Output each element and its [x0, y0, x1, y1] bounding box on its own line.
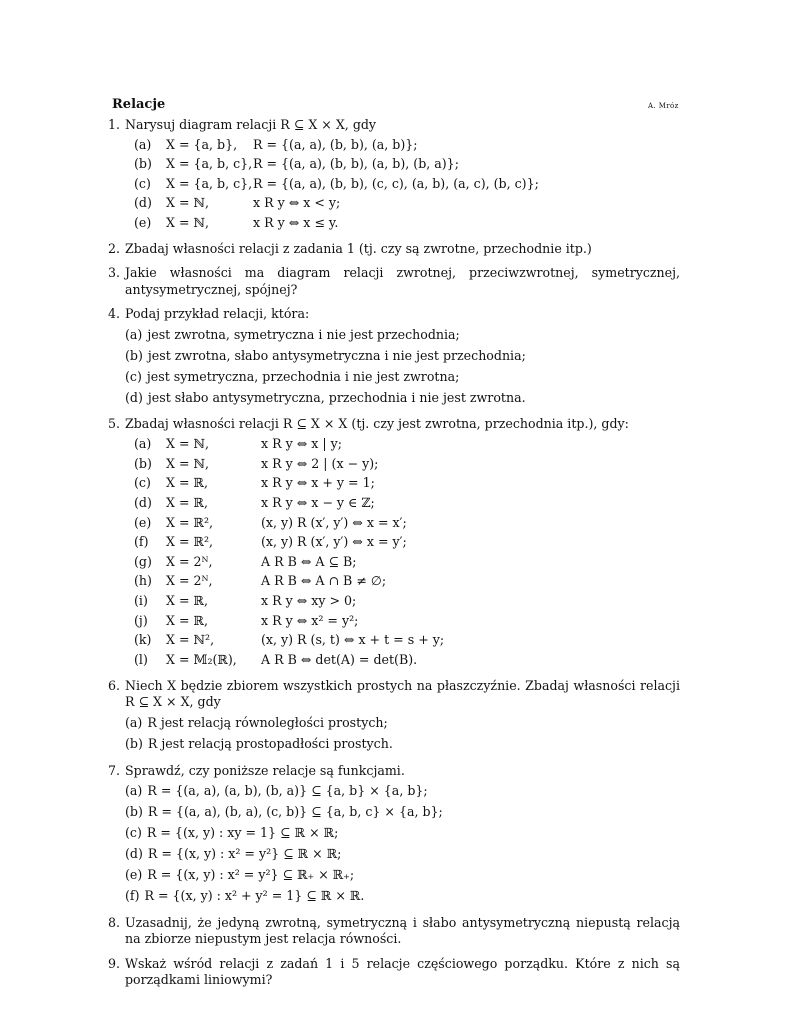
subitem-text: R jest relacją równoległości prostych;	[147, 714, 388, 730]
subitem-label: (c)	[125, 825, 142, 841]
subitem-relation: A R B ⇔ A ∩ B ≠ ∅;	[261, 573, 387, 589]
problem-3	[108, 265, 680, 298]
subitem-list	[125, 324, 680, 408]
subitem-text: R jest relacją prostopadłości prostych.	[147, 735, 393, 751]
problem-list	[108, 117, 680, 996]
subitem-set: X = {a, b, c},	[166, 156, 253, 172]
subitem-text: jest symetryczna, przechodnia i nie jest zwrotna;	[146, 368, 460, 384]
subitem-text: R = {(x, y) : xy = 1} ⊆ ℝ × ℝ;	[146, 825, 339, 841]
subitem-text: jest zwrotna, symetryczna i nie jest przechodnia;	[147, 326, 460, 342]
subitem-row	[125, 194, 680, 214]
subitem-row	[125, 474, 680, 494]
subitem-set: X = ℕ²,	[166, 632, 215, 648]
subitem-label: (e)	[134, 514, 152, 530]
subitem-row	[125, 213, 680, 233]
subitem-row	[125, 591, 680, 611]
problem-6	[108, 678, 680, 755]
problem-text: Sprawdź, czy poniższe relacje są funkcjami.	[125, 762, 405, 778]
subitem-label: (f)	[125, 888, 140, 904]
subitem-label: (a)	[134, 136, 152, 152]
problem-text: Wskaż wśród relacji z zadań 1 i 5 relacje częściowego porządku. Które z nich są porządkami liniowymi?	[125, 955, 680, 987]
subitem-text: R = {(x, y) : x² + y² = 1} ⊆ ℝ × ℝ.	[144, 888, 365, 904]
problem-text: Zbadaj własności relacji z zadania 1 (tj. czy są zwrotne, przechodnie itp.)	[125, 240, 592, 256]
subitem-list	[125, 781, 680, 907]
problem-7	[108, 763, 680, 907]
subitem-label: (j)	[134, 612, 148, 628]
subitem-text: R = {(x, y) : x² = y²} ⊆ ℝ × ℝ;	[147, 846, 342, 862]
subitem-row	[125, 886, 680, 907]
subitem-row	[125, 631, 680, 651]
subitem-label: (k)	[134, 632, 152, 648]
subitem-label: (c)	[134, 175, 151, 191]
subitem-set: X = ℕ,	[166, 455, 210, 471]
subitem-relation: x R y ⇔ x − y ∈ ℤ;	[261, 495, 375, 511]
subitem-list	[125, 435, 680, 670]
subitem-label: (l)	[134, 651, 148, 667]
subitem-label: (i)	[134, 593, 148, 609]
problem-1	[108, 117, 680, 233]
subitem-relation: x R y ⇔ x < y;	[253, 195, 341, 211]
subitem-set: X = 𝕄₂(ℝ),	[166, 651, 237, 667]
subitem-row	[125, 387, 680, 408]
subitem-relation: R = {(a, a), (b, b), (a, b), (b, a)};	[253, 156, 459, 172]
problem-text: Zbadaj własności relacji R ⊆ X × X (tj. czy jest zwrotna, przechodnia itp.), gdy:	[125, 416, 629, 432]
problem-2	[108, 241, 680, 257]
subitem-relation: (x, y) R (x′, y′) ⇔ x = y′;	[261, 534, 407, 550]
problem-number: 7.	[108, 762, 121, 778]
subitem-row	[125, 513, 680, 533]
subitem-label: (d)	[134, 195, 152, 211]
problem-number: 2.	[108, 240, 121, 256]
subitem-row	[125, 155, 680, 175]
subitem-label: (a)	[125, 714, 143, 730]
problem-4	[108, 306, 680, 408]
subitem-label: (h)	[134, 573, 152, 589]
subitem-set: X = {a, b},	[166, 136, 238, 152]
problem-number: 6.	[108, 677, 121, 693]
subitem-row	[125, 802, 680, 823]
subitem-relation: A R B ⇔ det(A) = det(B).	[261, 651, 418, 667]
subitem-row	[125, 734, 680, 755]
subitem-label: (g)	[134, 553, 152, 569]
subitem-relation: x R y ⇔ x² = y²;	[261, 612, 359, 628]
problem-5	[108, 416, 680, 669]
subitem-set: X = ℝ,	[166, 495, 208, 511]
document-title: Relacje	[112, 97, 166, 112]
subitem-set: X = {a, b, c},	[166, 175, 253, 191]
problem-text: Podaj przykład relacji, która:	[125, 305, 310, 321]
subitem-row	[125, 844, 680, 865]
subitem-label: (b)	[134, 455, 152, 471]
problem-number: 5.	[108, 416, 121, 432]
subitem-label: (e)	[134, 214, 152, 230]
subitem-label: (d)	[125, 846, 143, 862]
subitem-label: (c)	[125, 368, 142, 384]
subitem-set: X = ℝ,	[166, 593, 208, 609]
subitem-relation: x R y ⇔ x + y = 1;	[261, 475, 375, 491]
subitem-row	[125, 435, 680, 455]
subitem-list	[125, 135, 680, 233]
subitem-set: X = ℕ,	[166, 436, 210, 452]
subitem-set: X = ℝ,	[166, 475, 208, 491]
subitem-relation: A R B ⇔ A ⊆ B;	[261, 553, 357, 569]
subitem-set: X = ℝ²,	[166, 514, 214, 530]
problem-9	[108, 956, 680, 989]
problem-text: Narysuj diagram relacji R ⊆ X × X, gdy	[125, 117, 377, 132]
subitem-relation: (x, y) R (x′, y′) ⇔ x = x′;	[261, 514, 407, 530]
subitem-relation: x R y ⇔ xy > 0;	[261, 593, 357, 609]
subitem-text: jest zwrotna, słabo antysymetryczna i nie jest przechodnia;	[147, 347, 526, 363]
subitem-row	[125, 611, 680, 631]
subitem-set: X = ℕ,	[166, 214, 210, 230]
subitem-row	[125, 781, 680, 802]
subitem-label: (e)	[125, 867, 143, 883]
subitem-list	[125, 713, 680, 755]
subitem-relation: R = {(a, a), (b, b), (a, b)};	[253, 136, 418, 152]
subitem-text: jest słabo antysymetryczna, przechodnia i nie jest zwrotna.	[147, 389, 526, 405]
problem-number: 4.	[108, 305, 121, 321]
subitem-label: (c)	[134, 475, 151, 491]
subitem-row	[125, 865, 680, 886]
subitem-row	[125, 174, 680, 194]
subitem-row	[125, 366, 680, 387]
problem-text: Jakie własności ma diagram relacji zwrotnej, przeciwzwrotnej, symetrycznej, antysymetrycznej, spójnej?	[125, 265, 680, 297]
subitem-relation: (x, y) R (s, t) ⇔ x + t = s + y;	[261, 632, 445, 648]
subitem-text: R = {(x, y) : x² = y²} ⊆ ℝ₊ × ℝ₊;	[147, 867, 355, 883]
subitem-row	[125, 324, 680, 345]
subitem-row	[125, 823, 680, 844]
subitem-label: (b)	[125, 347, 143, 363]
subitem-relation: x R y ⇔ 2 | (x − y);	[261, 455, 379, 471]
subitem-set: X = 2ᴺ,	[166, 573, 213, 589]
subitem-row	[125, 552, 680, 572]
subitem-text: R = {(a, a), (a, b), (b, a)} ⊆ {a, b} × {a, b};	[147, 783, 428, 799]
subitem-label: (d)	[125, 389, 143, 405]
problem-number: 8.	[108, 914, 121, 930]
subitem-set: X = 2ᴺ,	[166, 553, 213, 569]
subitem-row	[125, 345, 680, 366]
subitem-label: (b)	[134, 156, 152, 172]
subitem-row	[125, 572, 680, 592]
subitem-row	[125, 533, 680, 553]
subitem-row	[125, 135, 680, 155]
problem-text: Uzasadnij, że jedyną zwrotną, symetryczną i słabo antysymetryczną niepustą relacją na zbiorze niepustym jest relacja równości.	[125, 914, 680, 947]
subitem-row	[125, 493, 680, 513]
subitem-set: X = ℕ,	[166, 195, 210, 211]
subitem-row	[125, 713, 680, 734]
subitem-label: (f)	[134, 534, 149, 550]
subitem-label: (b)	[125, 804, 143, 820]
subitem-text: R = {(a, a), (b, a), (c, b)} ⊆ {a, b, c} × {a, b};	[147, 804, 443, 820]
subitem-label: (a)	[125, 783, 143, 799]
subitem-relation: x R y ⇔ x | y;	[261, 436, 342, 452]
problem-number: 9.	[108, 955, 121, 971]
problem-number: 1.	[108, 117, 121, 132]
subitem-label: (d)	[134, 495, 152, 511]
subitem-relation: x R y ⇔ x ≤ y.	[253, 214, 339, 230]
subitem-row	[125, 454, 680, 474]
subitem-label: (a)	[134, 436, 152, 452]
subitem-label: (a)	[125, 326, 143, 342]
author-name: A. Mróz	[648, 102, 679, 110]
subitem-row	[125, 650, 680, 670]
subitem-relation: R = {(a, a), (b, b), (c, c), (a, b), (a, c), (b, c)};	[253, 175, 539, 191]
subitem-label: (b)	[125, 735, 143, 751]
subitem-set: X = ℝ²,	[166, 534, 214, 550]
problem-number: 3.	[108, 265, 121, 281]
problem-text: Niech X będzie zbiorem wszystkich prostych na płaszczyźnie. Zbadaj własności relacji R ⊆ X × X, gdy	[125, 677, 680, 710]
subitem-set: X = ℝ,	[166, 612, 208, 628]
problem-8	[108, 915, 680, 948]
